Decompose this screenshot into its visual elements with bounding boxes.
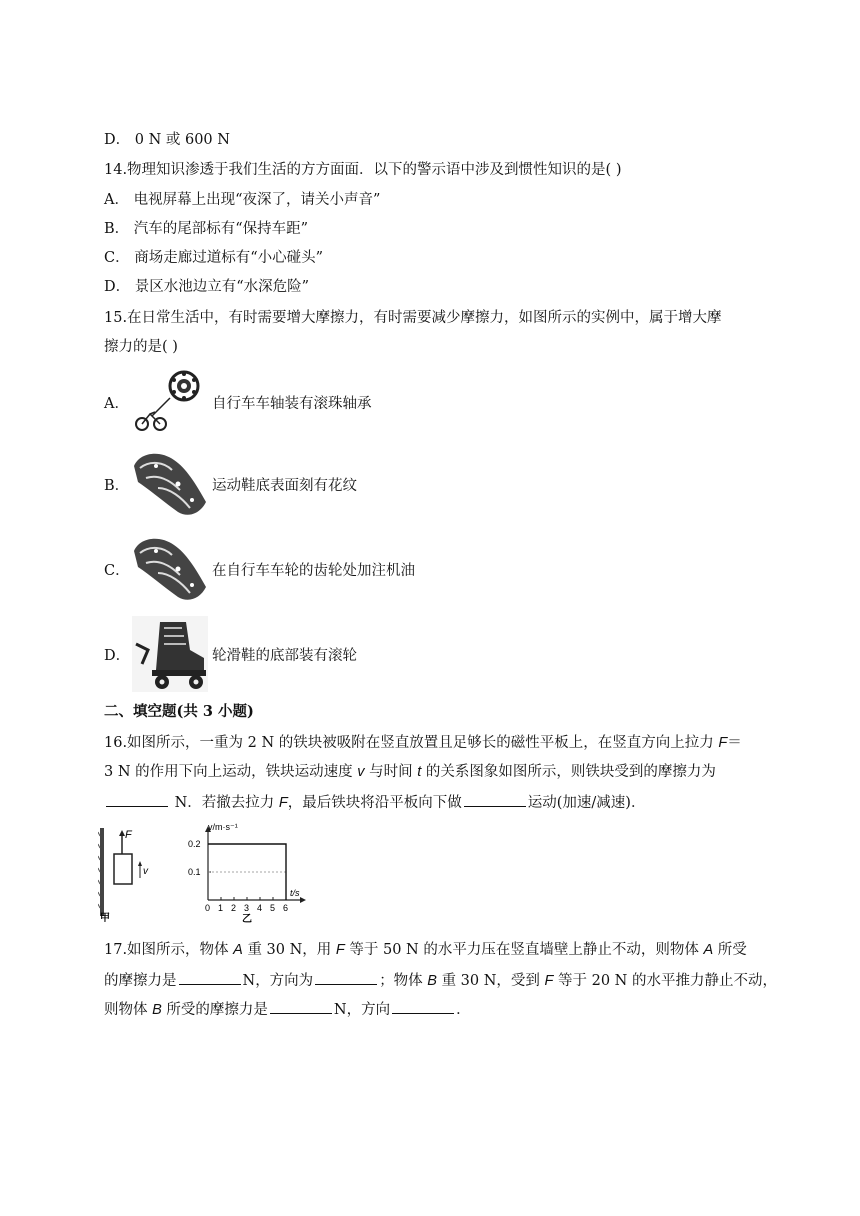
- q17-text: 17.如图所示，物体: [104, 942, 234, 958]
- velocity-series-line: [208, 844, 286, 900]
- q16-var-v: v: [357, 764, 365, 780]
- q15-stem-line2: 擦力的是( ): [104, 339, 178, 355]
- x-axis-label: t/s: [290, 888, 300, 898]
- q17-var-f: F: [335, 942, 345, 958]
- q15-option-b: [104, 444, 804, 524]
- q13-option-d: D． 0 N 或 600 N: [104, 132, 230, 148]
- x-tick-label: 6: [283, 903, 289, 913]
- q16-line1: [104, 733, 742, 753]
- x-tick-label: 0: [205, 903, 211, 913]
- sneaker-sole-icon: [130, 444, 210, 524]
- q17-text: 所受: [713, 942, 747, 958]
- answer-blank[interactable]: [464, 792, 526, 807]
- q17-text: N，方向为: [242, 973, 314, 989]
- q15-option-text: 在自行车车轮的齿轮处加注机油: [212, 563, 415, 579]
- q15-stem-line1: 15.在日常生活中，有时需要增大摩擦力，有时需要减少摩擦力，如图所示的实例中，属于增大摩: [104, 310, 722, 326]
- x-tick-label: 1: [218, 903, 224, 913]
- q16-line2: [104, 762, 716, 782]
- q15-option-c: [104, 529, 804, 609]
- q17-var-a: A: [233, 942, 243, 958]
- q17-line3: [104, 999, 471, 1020]
- answer-blank[interactable]: [106, 792, 168, 807]
- q15-option-letter: D．: [104, 648, 131, 664]
- y-axis-label: v/m·s⁻¹: [208, 822, 238, 832]
- q16-text: 运动(加速/减速)．: [527, 795, 646, 811]
- x-tick-label: 2: [231, 903, 237, 913]
- label-v: v: [143, 866, 148, 877]
- q17-text: ．: [456, 1002, 471, 1018]
- q17-text: 则物体: [104, 1002, 153, 1018]
- q16-text: ，最后铁块将沿平板向下做: [287, 795, 462, 811]
- y-tick-label: 0.1: [188, 867, 201, 877]
- q15-option-letter: A．: [104, 396, 129, 412]
- q17-var-b: B: [152, 1002, 162, 1018]
- figure-caption-jia: 甲: [100, 913, 110, 922]
- q15-option-text: 自行车车轴装有滚珠轴承: [212, 396, 372, 412]
- q16-text: 16.如图所示，一重为 2 N 的铁块被吸附在竖直放置且足够长的磁性平板上，在竖直方向上拉力: [104, 735, 719, 751]
- answer-blank[interactable]: [392, 999, 454, 1014]
- iron-block: [114, 854, 132, 884]
- q16-line3: [104, 792, 645, 813]
- x-tick-label: 4: [257, 903, 263, 913]
- velocity-arrowhead: [138, 861, 142, 866]
- q17-var-a: A: [703, 942, 714, 958]
- q16-var-f: F: [718, 735, 728, 751]
- answer-blank[interactable]: [179, 970, 241, 985]
- q17-text: N，方向: [333, 1002, 391, 1018]
- q15-option-text: 轮滑鞋的底部装有滚轮: [212, 648, 357, 664]
- q16-var-f: F: [278, 795, 288, 811]
- hatch-marks: [98, 832, 100, 908]
- roller-skate-icon: [130, 614, 210, 694]
- q16-text: ＝: [727, 735, 742, 751]
- q17-line1: [104, 940, 747, 960]
- q14-stem: 14.物理知识渗透于我们生活的方方面面．以下的警示语中涉及到惯性知识的是( ): [104, 162, 622, 178]
- q17-text: ；物体: [379, 973, 428, 989]
- q16-var-t: t: [417, 764, 422, 780]
- q17-text: 等于 20 N 的水平推力静止不动，: [553, 973, 777, 989]
- q17-text: 所受的摩擦力是: [161, 1002, 268, 1018]
- q14-option-a: A． 电视屏幕上出现“夜深了，请关小声音”: [104, 192, 381, 208]
- q17-text: 重 30 N，受到: [436, 973, 545, 989]
- figure-caption-yi: 乙: [242, 914, 252, 925]
- x-tick-label: 3: [244, 903, 250, 913]
- q15-option-d: [104, 614, 804, 694]
- section-title: 二、填空题(共 3 小题): [104, 703, 254, 720]
- q16-text: 与时间: [364, 764, 418, 780]
- answer-blank[interactable]: [315, 970, 377, 985]
- sneaker-sole-icon: [130, 529, 210, 609]
- q16-figure-yi: [186, 816, 316, 926]
- x-axis-arrowhead: [300, 897, 306, 903]
- q15-option-letter: B．: [104, 478, 130, 494]
- q17-line2: [104, 970, 777, 991]
- q17-text: 等于 50 N 的水平力压在竖直墙壁上静止不动，则物体: [344, 942, 704, 958]
- q15-option-a: [104, 362, 804, 442]
- q14-option-c: C． 商场走廊过道标有“小心碰头”: [104, 250, 324, 266]
- q17-text: 的摩擦力是: [104, 973, 177, 989]
- bearing-bicycle-icon: [130, 362, 210, 442]
- x-tick-label: 5: [270, 903, 276, 913]
- q17-var-f: F: [544, 973, 554, 989]
- y-tick-label: 0.2: [188, 839, 201, 849]
- q16-figure-jia: [98, 818, 160, 922]
- q14-option-d: D． 景区水池边立有“水深危险”: [104, 279, 310, 295]
- q16-text: 3 N 的作用下向上运动，铁块运动速度: [104, 764, 358, 780]
- label-f: F: [125, 829, 132, 841]
- q15-option-text: 运动鞋底表面刻有花纹: [212, 478, 357, 494]
- answer-blank[interactable]: [270, 999, 332, 1014]
- q17-var-b: B: [427, 973, 437, 989]
- magnetic-plate: [100, 828, 104, 916]
- q15-option-letter: C．: [104, 563, 130, 579]
- q16-text: 的关系图象如图所示，则铁块受到的摩擦力为: [421, 764, 716, 780]
- q14-option-b: B． 汽车的尾部标有“保持车距”: [104, 221, 309, 237]
- q16-text: N．若撤去拉力: [170, 795, 279, 811]
- q17-text: 重 30 N，用: [242, 942, 336, 958]
